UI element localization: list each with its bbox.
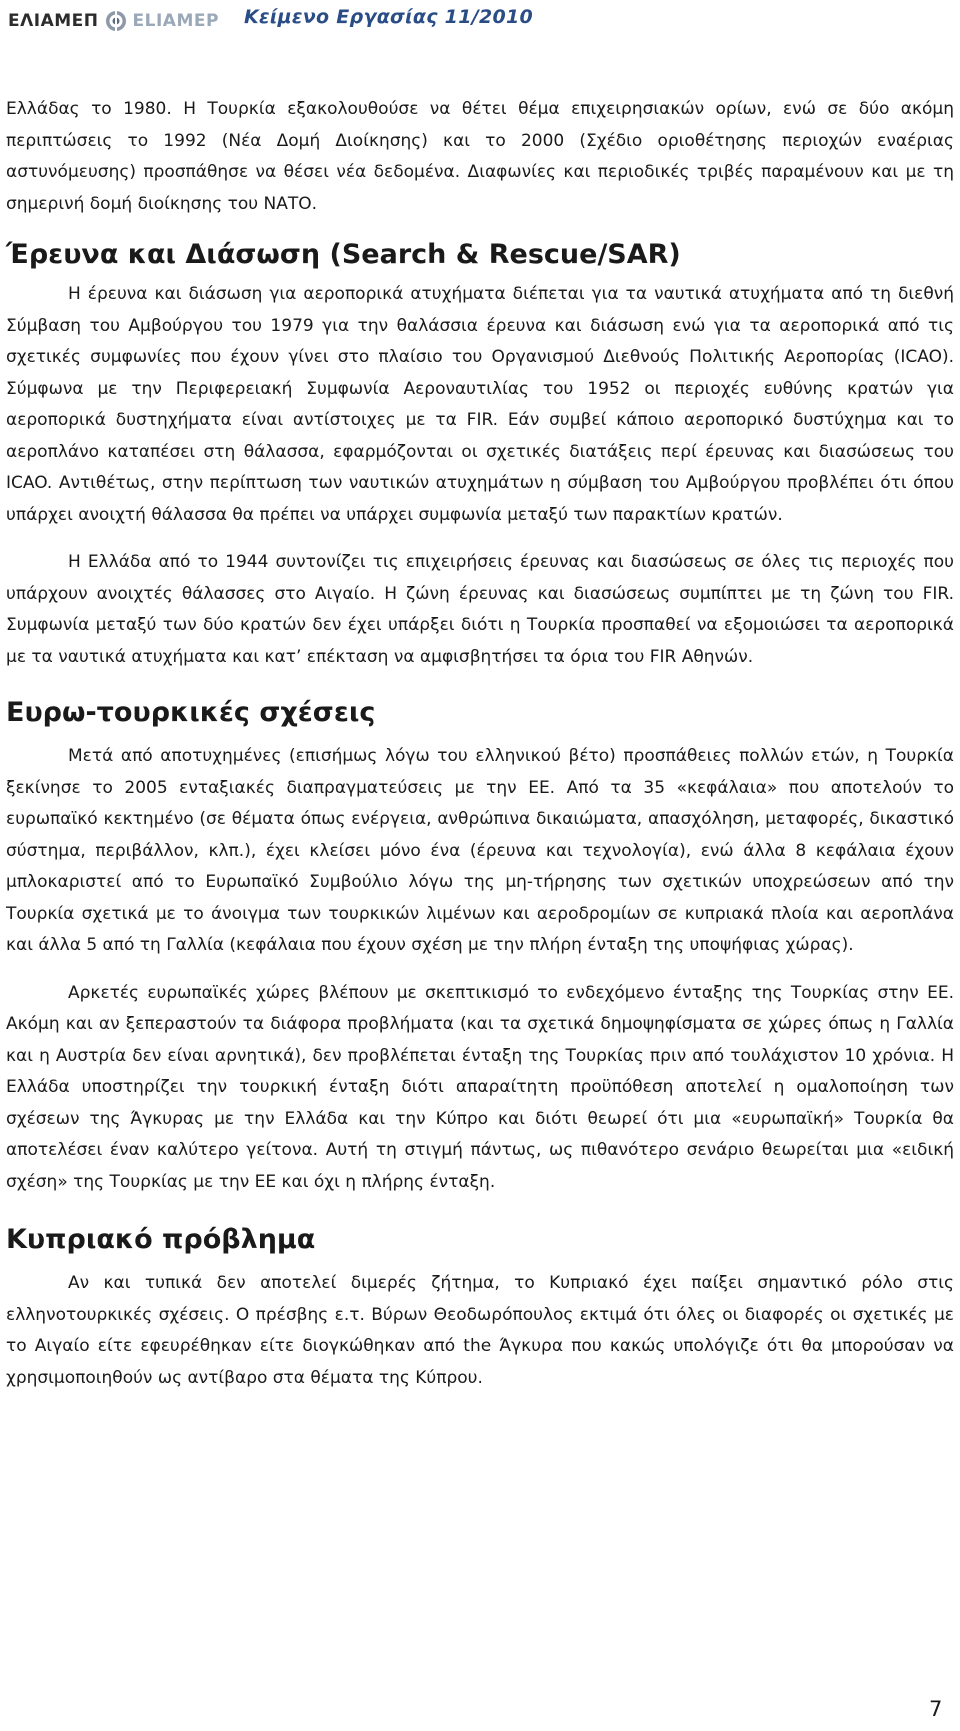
body-paragraph: Αρκετές ευρωπαϊκές χώρες βλέπουν με σκεπτικισμό το ενδεχόμενο ένταξης της Τουρκίας στην ΕΕ. Ακόμη και αν ξεπεραστούν τα διάφορα προβλήματα (και τα σχετικά δημοψηφίσματα σε χώρες όπως η Γαλλία και η Αυστρία δεν είναι αρνητικά), δεν προβλέπεται ένταξη της Τουρκίας πριν από τουλάχιστον 10 χρόνια. Η Ελλάδα υποστηρίζει την τουρκική ένταξη διότι απαραίτητη προϋπόθεση αποτελεί η ομαλοποίηση των σχέσεων της Άγκυρας με την Ελλάδα και την Κύπρο και διότι θεωρεί ότι μια «ευρωπαϊκή» Τουρκία θα αποτελέσει έναν καλύτερο γείτονα. Αυτή τη στιγμή πάντως, ως πιθανότερο σενάριο θεωρείται μια «ειδική σχέση» της Τουρκίας με την ΕΕ και όχι η πλήρης ένταξη.: [6, 982, 954, 1192]
eliamep-logo: [8, 6, 219, 36]
body-paragraph: Μετά από αποτυχημένες (επισήμως λόγω του ελληνικού βέτο) προσπάθειες πολλών ετών, η Τουρκία ξεκίνησε το 2005 ενταξιακές διαπραγματεύσεις με την ΕΕ. Από τα 35 «κεφάλαια» που αποτελούν το ευρωπαϊκό κεκτημένο (σε θέματα όπως ενέργεια, ανθρώπινα δικαιώματα, απασχόληση, μεταφορές, δικαστικό σύστημα, περιβάλλον, κλπ.), έχει κλείσει μόνο ένα (έρευνα και τεχνολογία), ενώ άλλα 8 κεφάλαια έχουν μπλοκαριστεί από το Ευρωπαϊκό Συμβούλιο λόγω της μη-τήρησης των σχετικών υποχρεώσεων από την Τουρκία σχετικά με το άνοιγμα των τουρκικών λιμένων και αεροδρομίων σε κυπριακά πλοία και αεροπλάνα και άλλα 5 από τη Γαλλία (κεφάλαια που έχουν σχέση με την πλήρη ένταξη της υποψήφιας χώρας).: [6, 746, 954, 955]
body-paragraph: Η Ελλάδα από το 1944 συντονίζει τις επιχειρήσεις έρευνας και διασώσεως σε όλες τις περιοχές που υπάρχουν ανοιχτές θάλασσες στο Αιγαίο. Η ζώνη έρευνας και διασώσεως συμπίπτει με τη ζώνη του FIR. Συμφωνία μεταξύ των δύο κρατών δεν έχει υπάρξει διότι η Τουρκία προσπαθεί να εξομοιώσει τα αεροπορικά με τα ναυτικά ατυχήματα και κατ’ επέκταση να αμφισβητήσει τα όρια του FIR Αθηνών.: [6, 552, 954, 667]
logo-latin-text: ELIAMEP: [132, 11, 219, 31]
logo-greek-text: ΕΛΙΑΜΕΠ: [8, 11, 99, 31]
page-number: 7: [929, 1697, 943, 1721]
section-heading-euro-turkish-relations: Ευρω-τουρκικές σχέσεις: [6, 697, 376, 728]
eliamep-emblem-icon: [105, 10, 127, 32]
body-paragraph: Αν και τυπικά δεν αποτελεί διμερές ζήτημα, το Κυπριακό έχει παίξει σημαντικό ρόλο στις ελληνοτουρκικές σχέσεις. Ο πρέσβης ε.τ. Βύρων Θεοδωρόπουλος εκτιμά ότι όλες οι διαφορές οι σχετικές με το Αιγαίο είτε εφευρέθηκαν είτε διογκώθηκαν από the Άγκυρα που κακώς υπολόγιζε ότι θα μπορούσαν να χρησιμοποιηθούν ως αντίβαρο στα θέματα της Κύπρου.: [6, 1273, 954, 1388]
page-header: [0, 0, 960, 44]
body-paragraph: Η έρευνα και διάσωση για αεροπορικά ατυχήματα διέπεται για τα ναυτικά ατυχήματα από τη διεθνή Σύμβαση του Αμβούργου του 1979 για την θαλάσσια έρευνα και διάσωση ενώ για τα αεροπορικά από τις σχετικές συμφωνίες που έχουν γίνει στο πλαίσιο του Οργανισμού Διεθνούς Πολιτικής Αεροπορίας (ICAO). Σύμφωνα με την Περιφερειακή Συμφωνία Αεροναυτιλίας του 1952 οι περιοχές ευθύνης κρατών για αεροπορικά δυστηχήματα είναι αντίστοιχες με τα FIR. Εάν συμβεί κάποιο αεροπορικό δυστύχημα και το αεροπλάνο καταπέσει στη θάλασσα, εφαρμόζονται οι σχετικές διατάξεις περί έρευνας και διασώσεως του ICAO. Αντιθέτως, στην περίπτωση των ναυτικών ατυχημάτων η σύμβαση του Αμβούργου προβλέπει ότι όπου υπάρχει ανοιχτή θάλασσα θα πρέπει να υπάρχει συμφωνία μεταξύ των παρακτίων κρατών.: [6, 284, 954, 525]
working-paper-title: Κείμενο Εργασίας 11/2010: [244, 6, 534, 28]
section-heading-cyprus-problem: Κυπριακό πρόβλημα: [6, 1224, 316, 1255]
intro-paragraph: Ελλάδας το 1980. Η Τουρκία εξακολουθούσε να θέτει θέμα επιχειρησιακών ορίων, ενώ σε δύο ακόμη περιπτώσεις το 1992 (Νέα Δομή Διοίκησης) και το 2000 (Σχέδιο οριοθέτησης περιοχών εναέριας αστυνόμευσης) προσπάθησε να θέσει νέα δεδομένα. Διαφωνίες και περιοδικές τριβές παραμένουν και με τη σημερινή δομή διοίκησης του ΝΑΤΟ.: [6, 99, 954, 214]
document-body: [6, 94, 954, 1394]
section-heading-search-rescue: Έρευνα και Διάσωση (Search & Rescue/SAR): [6, 239, 681, 270]
